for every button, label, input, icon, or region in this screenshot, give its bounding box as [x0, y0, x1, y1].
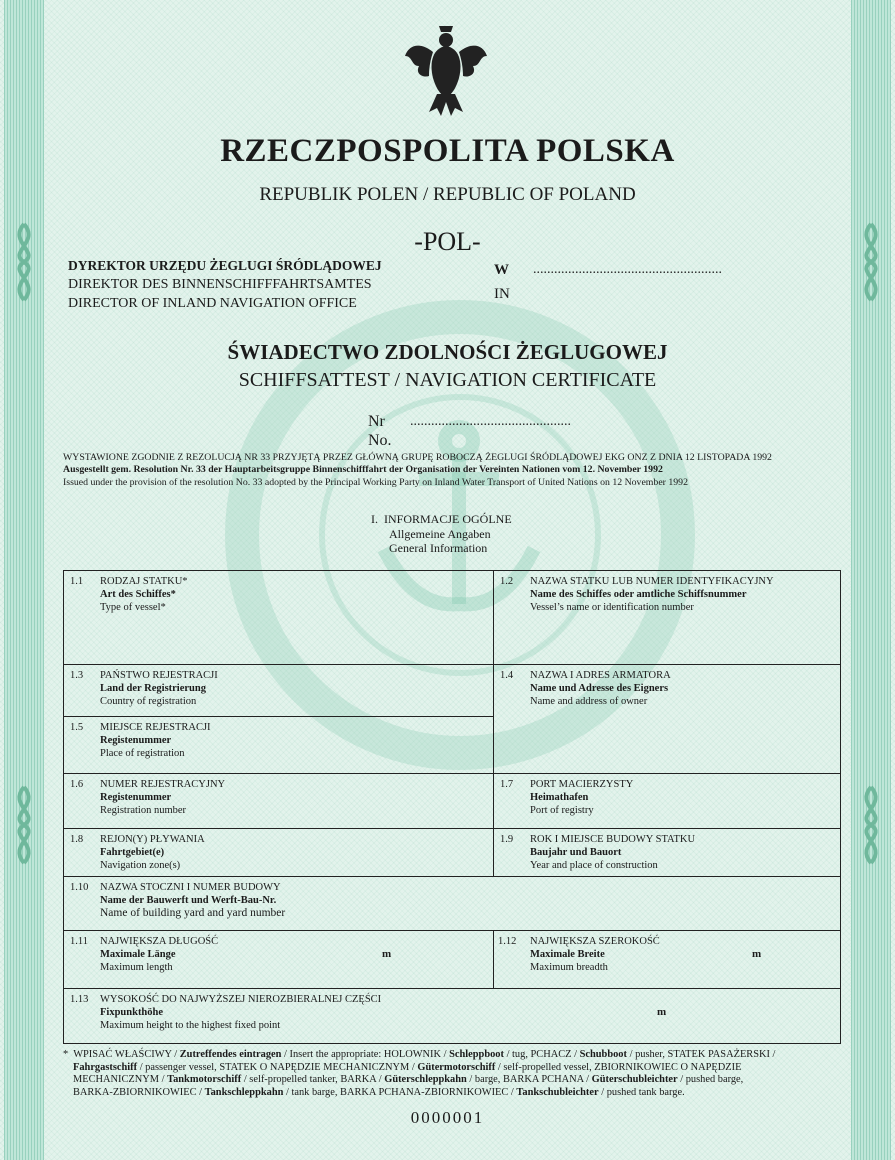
height-unit: m	[657, 1006, 667, 1018]
field-maximum-breadth[interactable]: 1.12 NAJWIĘKSZA SZEROKOŚĆ Maximale Breite Maximum breadth m	[494, 931, 840, 989]
location-label-w: W	[494, 262, 509, 278]
section-title-pl: INFORMACJE OGÓLNE	[384, 512, 512, 526]
resolution-text-pl: WYSTAWIONE ZGODNIE Z REZOLUCJĄ NR 33 PRZYJĘTĄ PRZEZ GŁÓWNĄ GRUPĘ ROBOCZĄ ŻEGLUGI ŚRÓDLĄDOWEJ EKG ONZ Z DNIA 12 LISTOPADA 1992	[63, 452, 772, 463]
field-year-place-construction[interactable]: 1.9 ROK I MIEJSCE BUDOWY STATKU Baujahr und Bauort Year and place of construction	[494, 829, 840, 877]
length-unit: m	[382, 948, 392, 960]
field-place-of-registration[interactable]: 1.5 MIEJSCE REJESTRACJI Registenummer Place of registration	[64, 717, 494, 774]
general-information-table	[63, 570, 841, 1044]
resolution-text-en: Issued under the provision of the resolution No. 33 adopted by the Principal Working Party on Inland Water Transport of United Nations on 12 November 1992	[63, 477, 688, 488]
country-code: -POL-	[414, 227, 481, 256]
number-label-no: No.	[368, 432, 392, 449]
number-label-nr: Nr	[368, 413, 385, 430]
field-vessel-type[interactable]: 1.1 RODZAJ STATKU* Art des Schiffes* Type of vessel*	[64, 571, 494, 665]
certificate-title-translation: SCHIFFSATTEST / NAVIGATION CERTIFICATE	[238, 369, 657, 391]
section-title-en: General Information	[389, 541, 488, 555]
country-title: RZECZPOSPOLITA POLSKA	[220, 133, 675, 169]
field-building-yard[interactable]: 1.10 NAZWA STOCZNI I NUMER BUDOWY Name der Bauwerft und Werft-Bau-Nr. Name of building yard and yard number	[64, 877, 840, 931]
certificate-title-pl: ŚWIADECTWO ZDOLNOŚCI ŻEGLUGOWEJ	[227, 340, 668, 364]
director-title-de: DIREKTOR DES BINNENSCHIFFFAHRTSAMTES	[68, 277, 372, 292]
field-country-of-registration[interactable]: 1.3 PAŃSTWO REJESTRACJI Land der Registrierung Country of registration	[64, 665, 494, 717]
footnote: * WPISAĆ WŁAŚCIWY / Zutreffendes eintragen / Insert the appropriate: HOLOWNIK / Schleppboot / tug, PCHACZ / Schubboot / pusher, STATEK PASAŻERSKI / Fahrgastschiff / passenger vessel, STATEK O NAPĘDZIE MECHANICZNYM / Gütermotorschiff / self-propelled vessel, ZBIORNIKOWIEC O NAPĘDZIE MECHANICZNYM / Tankmotorschiff / self-propelled tanker, BARKA / Güterschleppkahn / barge, BARKA PCHANA / Güterschubleichter / pushed barge, BARKA-ZBIORNIKOWIEC / Tankschleppkahn / tank barge, BARKA PCHANA-ZBIORNIKOWIEC / Tankschubleichter / pushed tank barge.	[63, 1049, 776, 1098]
section-heading	[371, 512, 512, 556]
director-title-en: DIRECTOR OF INLAND NAVIGATION OFFICE	[68, 296, 357, 311]
field-maximum-length[interactable]: 1.11 NAJWIĘKSZA DŁUGOŚĆ Maximale Länge Maximum length m	[64, 931, 494, 989]
field-maximum-height[interactable]: 1.13 WYSOKOŚĆ DO NAJWYŻSZEJ NIEROZBIERALNEJ CZĘŚCI Fixpunkthöhe Maximum height to the highest fixed point m	[70, 994, 667, 1031]
location-field[interactable]: ......................................................	[533, 262, 722, 277]
serial-number: 0000001	[410, 1108, 485, 1127]
certificate-number-field[interactable]: ..............................................	[410, 414, 571, 429]
field-vessel-name[interactable]: 1.2 NAZWA STATKU LUB NUMER IDENTYFIKACYJNY Name des Schiffes oder amtliche Schiffsnummer Vessel’s name or identification number	[494, 571, 840, 665]
field-owner-name-address[interactable]: 1.4 NAZWA I ADRES ARMATORA Name und Adresse des Eigners Name and address of owner	[494, 665, 840, 774]
polish-eagle-emblem-icon	[403, 22, 489, 118]
breadth-unit: m	[752, 948, 762, 960]
director-title-pl: DYREKTOR URZĘDU ŻEGLUGI ŚRÓDLĄDOWEJ	[68, 258, 382, 273]
resolution-text-de: Ausgestellt gem. Resolution Nr. 33 der Hauptarbeitsgruppe Binnenschifffahrt der Organisation der Vereinten Nationen vom 12. November 1992	[63, 464, 663, 475]
ornament-knot-icon	[4, 785, 44, 865]
location-label-in: IN	[494, 286, 510, 302]
section-number: I.	[371, 512, 378, 526]
field-registration-number[interactable]: 1.6 NUMER REJESTRACYJNY Registenummer Registration number	[64, 774, 494, 829]
right-border-band	[851, 0, 891, 1160]
left-border-band	[4, 0, 44, 1160]
country-translation: REPUBLIK POLEN / REPUBLIC OF POLAND	[259, 184, 636, 205]
section-title-de: Allgemeine Angaben	[389, 526, 491, 541]
field-navigation-zones[interactable]: 1.8 REJON(Y) PŁYWANIA Fahrtgebiet(e) Navigation zone(s)	[64, 829, 494, 877]
ornament-knot-icon	[851, 785, 891, 865]
field-port-of-registry[interactable]: 1.7 PORT MACIERZYSTY Heimathafen Port of registry	[494, 774, 840, 829]
